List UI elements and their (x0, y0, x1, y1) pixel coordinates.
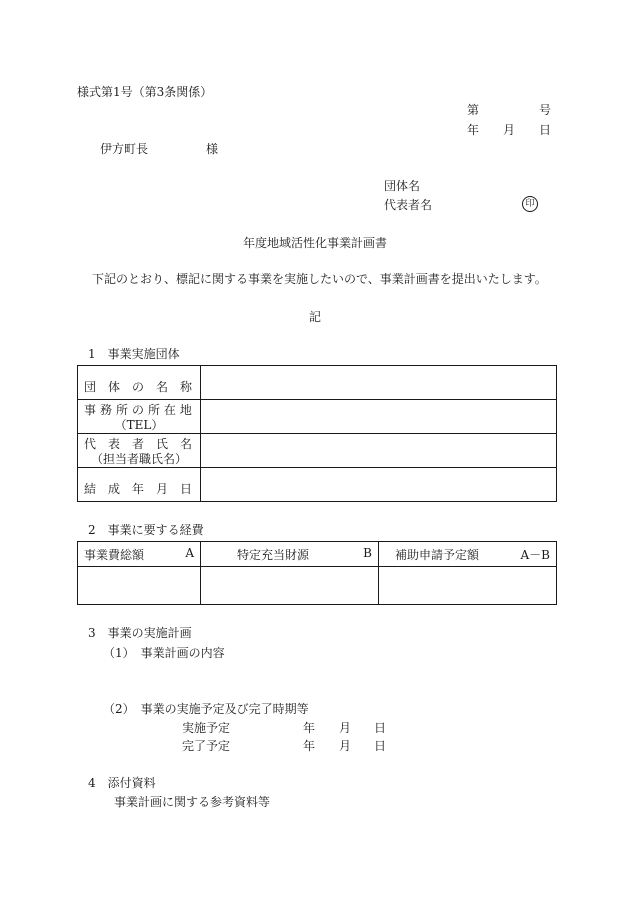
schedule-start-day: 日 (374, 721, 387, 735)
label-char: 称 (179, 379, 192, 394)
label-char: 事 (84, 402, 97, 417)
section3-item1: （1） 事業計画の内容 (103, 646, 225, 660)
date-year: 年 (467, 123, 480, 137)
label-char: 代 (84, 436, 97, 451)
section1-table (77, 365, 557, 502)
section4-heading: 4 添付資料 (88, 776, 156, 790)
label-cell-address (78, 400, 201, 434)
section3-item2: （2） 事業の実施予定及び完了時期等 (103, 702, 309, 716)
addressee-name: 伊方町長 (100, 142, 149, 156)
label-char: 所 (147, 402, 160, 417)
label-char: 氏 (155, 436, 168, 451)
label-tel: （TEL） (114, 417, 164, 432)
input-cell-name[interactable] (201, 366, 557, 400)
schedule-end-label: 完了予定 (182, 739, 231, 753)
number-dai: 第 (467, 103, 480, 117)
label-daihyousha-shimei (78, 437, 200, 452)
section3-heading: 3 事業の実施計画 (88, 626, 192, 640)
schedule-end-day: 日 (374, 739, 387, 753)
ki-label: 記 (308, 310, 321, 324)
section2-heading: 2 事業に要する経費 (88, 523, 204, 537)
label-char: 名 (155, 379, 168, 394)
input-cell-address[interactable] (201, 400, 557, 434)
date-day: 日 (539, 123, 552, 137)
label-char: 体 (107, 379, 120, 394)
input-cell-representative[interactable] (201, 434, 557, 468)
label-kessei-nengappi (78, 482, 200, 497)
addressee-honorific: 様 (206, 142, 219, 156)
document-title: 年度地域活性化事業計画書 (242, 236, 387, 250)
label-tantousha: （担当者職氏名） (90, 451, 187, 466)
label-char: 成 (107, 481, 120, 496)
label-char: 年 (131, 481, 144, 496)
number-go: 号 (539, 103, 552, 117)
label-char: 月 (155, 481, 168, 496)
label-char: の (131, 402, 144, 417)
value-total-cost[interactable] (78, 567, 201, 605)
header-subsidy-request: 補助申請予定額 A－B (379, 542, 557, 567)
label-char: 表 (107, 436, 120, 451)
org-label: 団体名 (384, 179, 421, 193)
label-char: の (131, 379, 144, 394)
section1-heading: 1 事業実施団体 (88, 347, 180, 361)
date-month: 月 (503, 123, 516, 137)
label-char: 地 (179, 402, 192, 417)
label-char: 者 (131, 436, 144, 451)
label-cell-representative (78, 434, 201, 468)
header-specific-funds: 特定充当財源 B (201, 542, 379, 567)
label-char: 結 (84, 481, 97, 496)
label-char: 名 (179, 436, 192, 451)
section4-content: 事業計画に関する参考資料等 (114, 795, 271, 809)
seal-icon: 印 (522, 196, 538, 212)
section2-table (77, 541, 557, 605)
value-subsidy-request[interactable] (379, 567, 557, 605)
form-id: 様式第1号（第3条関係） (77, 85, 213, 99)
label-jimusho-shozaichi (78, 403, 200, 418)
schedule-start-month: 月 (339, 721, 352, 735)
label-char: 務 (99, 402, 112, 417)
label-cell-name (78, 366, 201, 400)
schedule-end-year: 年 (303, 739, 316, 753)
label-char: 団 (84, 379, 97, 394)
label-dantai-meishou (78, 380, 200, 395)
label-cell-founded (78, 468, 201, 502)
schedule-end-month: 月 (339, 739, 352, 753)
schedule-start-label: 実施予定 (182, 721, 231, 735)
header-total-cost: 事業費総額 A (78, 542, 201, 567)
label-char: 所 (115, 402, 128, 417)
label-char: 在 (163, 402, 176, 417)
schedule-start-year: 年 (303, 721, 316, 735)
value-specific-funds[interactable] (201, 567, 379, 605)
input-cell-founded[interactable] (201, 468, 557, 502)
intro-text: 下記のとおり、標記に関する事業を実施したいので、事業計画書を提出いたします。 (92, 272, 547, 286)
label-char: 日 (179, 481, 192, 496)
rep-label: 代表者名 (384, 198, 433, 212)
